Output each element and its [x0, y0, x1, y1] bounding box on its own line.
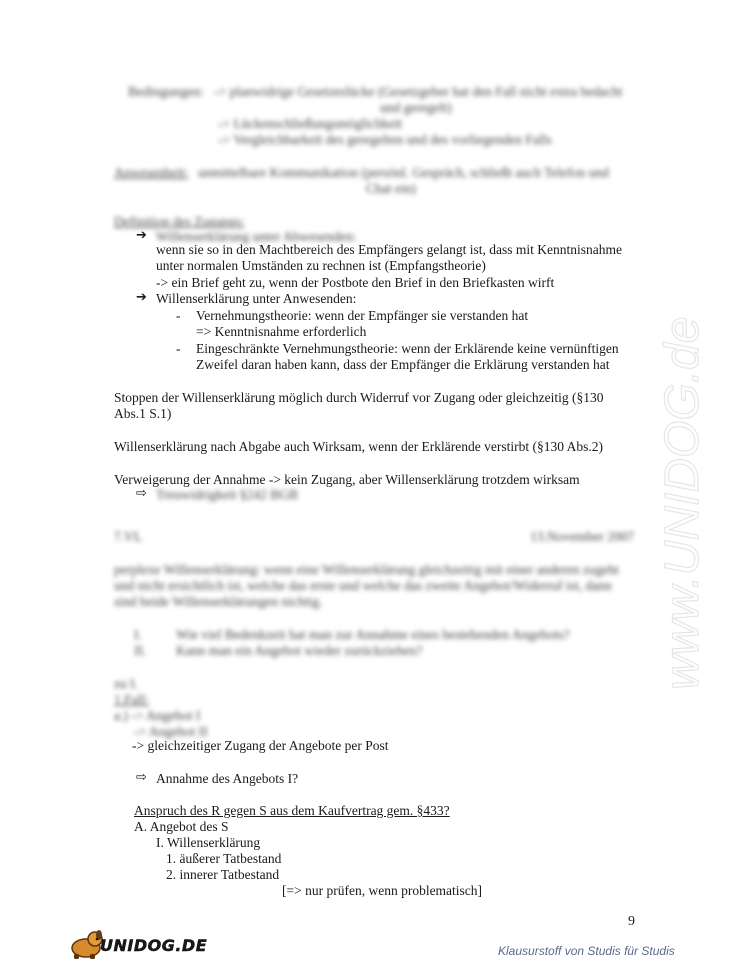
annahme-line: Annahme des Angebots I? — [156, 771, 299, 786]
watermark-text: www.UNIDOG.de — [656, 316, 709, 690]
question-2: Kann man ein Angebot wieder zurückziehen? — [176, 643, 423, 658]
bullet-dash: - — [176, 308, 181, 323]
logo-text: UNIDOG.DE — [100, 936, 208, 955]
anspruch-heading: Anspruch des R gegen S aus dem Kaufvertrag gem. §433? — [134, 803, 450, 818]
zugang-line-1: wenn sie so in den Machtbereich des Empfängers gelangt ist, dass mit Kenntnisnahme — [156, 242, 623, 257]
hollow-arrow-icon: ⇨ — [136, 770, 147, 785]
fall-heading: 1.Fall: — [114, 692, 149, 707]
zugang-line-2: unter normalen Umständen zu rechnen ist (Empfangstheorie) — [156, 258, 486, 273]
footer-slogan: Klausurstoff von Studis für Studis — [498, 944, 675, 958]
abwesend-heading: Willenserklärung unter Abwesenden: — [156, 229, 357, 244]
lecture-number: 7.VL — [114, 529, 143, 544]
perplex-line-3: sind beide Willenserklärungen nichtig. — [114, 594, 323, 609]
perplex-line-1: perplexe Willenserklärung: wenn eine Willenserklärung gleichzeitig mit einer anderen zugeht — [114, 562, 619, 577]
zu-one: zu I. — [114, 676, 138, 691]
vernehmung-line-1: Vernehmungstheorie: wenn der Empfänger sie verstanden hat — [196, 308, 529, 323]
verweigerung-line: Verweigerung der Annahme -> kein Zugang, aber Willenserklärung trotzdem wirksam — [114, 472, 580, 487]
vernehmung-line-2: => Kenntnisnahme erforderlich — [196, 324, 367, 339]
bedingungen-label: Bedingungen: — [128, 84, 204, 99]
bedingungen-line-2: -> Lückenschließungsmöglichkeit — [218, 116, 403, 131]
perplex-line-2: und nicht ersichtlich ist, welche das erste und welche das zweite Angebot/Widerruf ist, dann — [114, 578, 612, 593]
zugang-line-3: -> ein Brief geht zu, wenn der Postbote den Brief in den Briefkasten wirft — [156, 275, 555, 290]
anwesenheit-text: unmittelbare Kommunikation (persönl. Gespräch, schließt auch Telefon und — [198, 165, 609, 180]
hollow-arrow-icon: ⇨ — [136, 486, 147, 501]
angebot-1: a.) -> Angebot I — [114, 708, 201, 723]
anwesenheit-label: Anwesenheit: — [114, 165, 189, 180]
bold-arrow-icon: ➔ — [136, 290, 147, 305]
eingeschraenkt-line-1: Eingeschränkte Vernehmungstheorie: wenn der Erklärende keine vernünftigen — [196, 341, 619, 356]
eingeschraenkt-line-2: Zweifel daran haben kann, dass der Empfänger die Erklärung verstanden hat — [196, 357, 610, 372]
definition-zugang: Definition des Zugangs: — [114, 214, 245, 229]
anwesenheit-text-2: Chat ein) — [366, 181, 416, 196]
watermark — [640, 250, 720, 690]
bold-arrow-icon: ➔ — [136, 228, 147, 243]
pruefen-note: [=> nur prüfen, wenn problematisch] — [282, 883, 483, 898]
innerer-tatbestand: 2. innerer Tatbestand — [166, 867, 280, 882]
question-2-number: II. — [134, 643, 147, 658]
aeusserer-tatbestand: 1. äußerer Tatbestand — [166, 851, 282, 866]
stoppen-line-2: Abs.1 S.1) — [114, 406, 172, 421]
angebot-2: -> Angebot II — [134, 724, 208, 739]
question-1-number: I. — [134, 627, 142, 642]
willenserklaerung-heading: I. Willenserklärung — [156, 835, 261, 850]
wirksam-line: Willenserklärung nach Abgabe auch Wirksam, wenn der Erklärende verstirbt (§130 Abs.2) — [114, 439, 604, 454]
bedingungen-line-1: -> planwidrige Gesetzeslücke (Gesetzgeber hat den Fall nicht extra bedacht — [214, 84, 623, 99]
lecture-date: 13.November 2007 — [530, 529, 635, 544]
bedingungen-line-3: -> Vergleichbarkeit des geregelten und des vorliegenden Falls — [218, 132, 552, 147]
anwesend-heading: Willenserklärung unter Anwesenden: — [156, 291, 357, 306]
gleichzeitig-line: -> gleichzeitiger Zugang der Angebote per Post — [132, 738, 389, 753]
stoppen-line-1: Stoppen der Willenserklärung möglich durch Widerruf vor Zugang oder gleichzeitig (§130 — [114, 390, 604, 405]
question-1: Wie viel Bedenkzeit hat man zur Annahme eines bestehenden Angebots? — [176, 627, 570, 642]
bedingungen-line-1b: und geregelt) — [380, 100, 452, 115]
logo[interactable] — [66, 928, 208, 960]
angebot-des-s: A. Angebot des S — [134, 819, 229, 834]
bullet-dash: - — [176, 341, 181, 356]
treuwidrigkeit-line: Treuwidrigkeit §242 BGB — [156, 487, 299, 502]
page-number: 9 — [628, 914, 635, 929]
